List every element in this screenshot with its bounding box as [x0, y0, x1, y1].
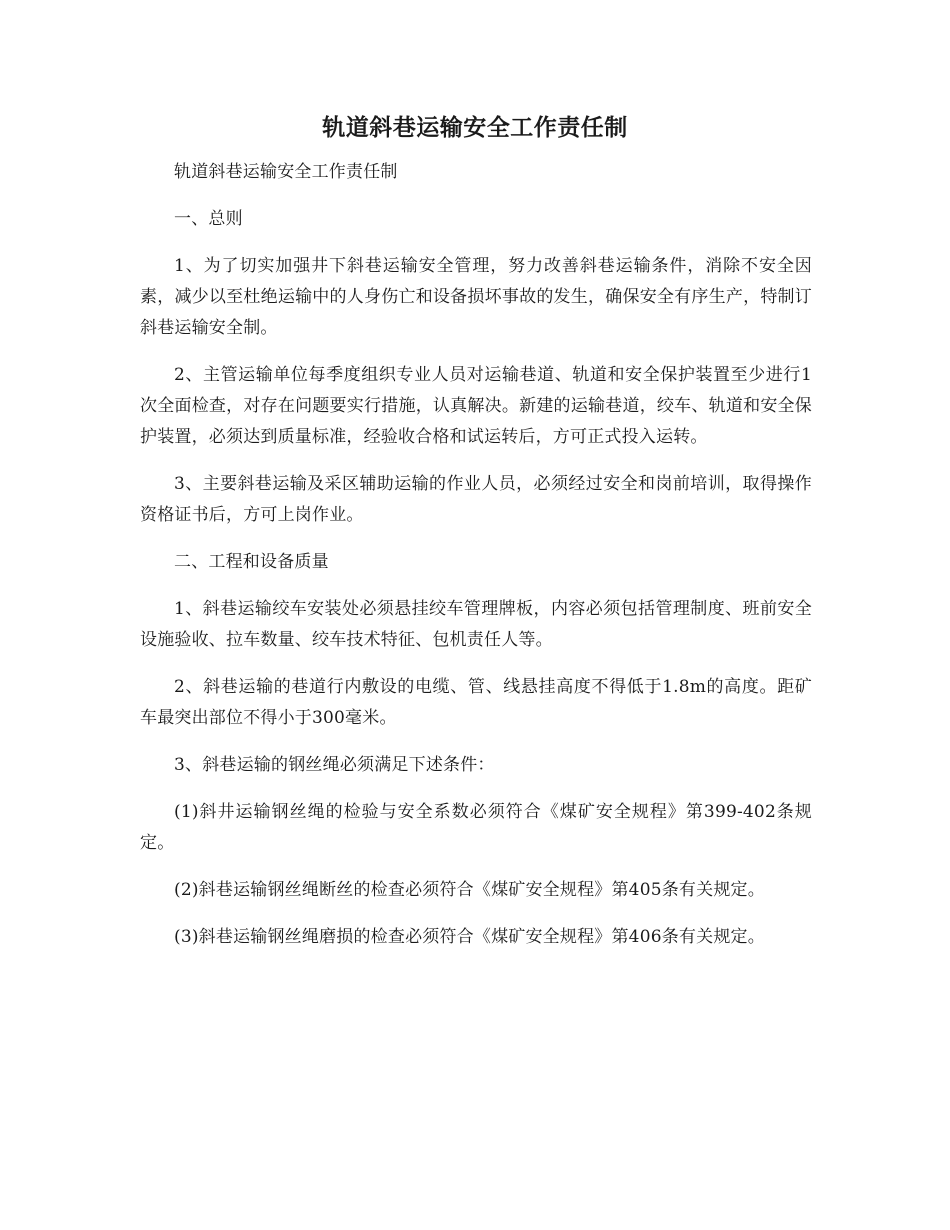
list-item: (1)斜井运输钢丝绳的检验与安全系数必须符合《煤矿安全规程》第399-402条规定。: [140, 802, 812, 853]
paragraph: 3、主要斜巷运输及采区辅助运输的作业人员，必须经过安全和岗前培训，取得操作资格证书后，方可上岗作业。: [140, 474, 812, 525]
list-item: (3)斜巷运输钢丝绳磨损的检查必须符合《煤矿安全规程》第406条有关规定。: [174, 927, 765, 947]
subtitle-paragraph: 轨道斜巷运输安全工作责任制: [174, 162, 398, 182]
section-heading-engineering: 二、工程和设备质量: [174, 552, 329, 572]
paragraph: 2、主管运输单位每季度组织专业人员对运输巷道、轨道和安全保护装置至少进行1次全面检查，对存在问题要实行措施，认真解决。新建的运输巷道，绞车、轨道和安全保护装置，必须达到质量标准，经验收合格和试运转后，方可正式投入运转。: [140, 365, 812, 447]
paragraph: 3、斜巷运输的钢丝绳必须满足下述条件：: [174, 755, 495, 775]
document-body: [140, 157, 812, 969]
paragraph: 2、斜巷运输的巷道行内敷设的电缆、管、线悬挂高度不得低于1.8m的高度。距矿车最突出部位不得小于300毫米。: [140, 677, 812, 728]
section-heading-general: 一、总则: [174, 209, 243, 229]
paragraph: 1、斜巷运输绞车安装处必须悬挂绞车管理牌板，内容必须包括管理制度、班前安全设施验收、拉车数量、绞车技术特征、包机责任人等。: [140, 599, 812, 650]
document-title: 轨道斜巷运输安全工作责任制: [322, 114, 628, 141]
paragraph: 1、为了切实加强井下斜巷运输安全管理，努力改善斜巷运输条件，消除不安全因素，减少以至杜绝运输中的人身伤亡和设备损坏事故的发生，确保安全有序生产，特制订斜巷运输安全制。: [140, 256, 812, 338]
list-item: (2)斜巷运输钢丝绳断丝的检查必须符合《煤矿安全规程》第405条有关规定。: [174, 880, 765, 900]
